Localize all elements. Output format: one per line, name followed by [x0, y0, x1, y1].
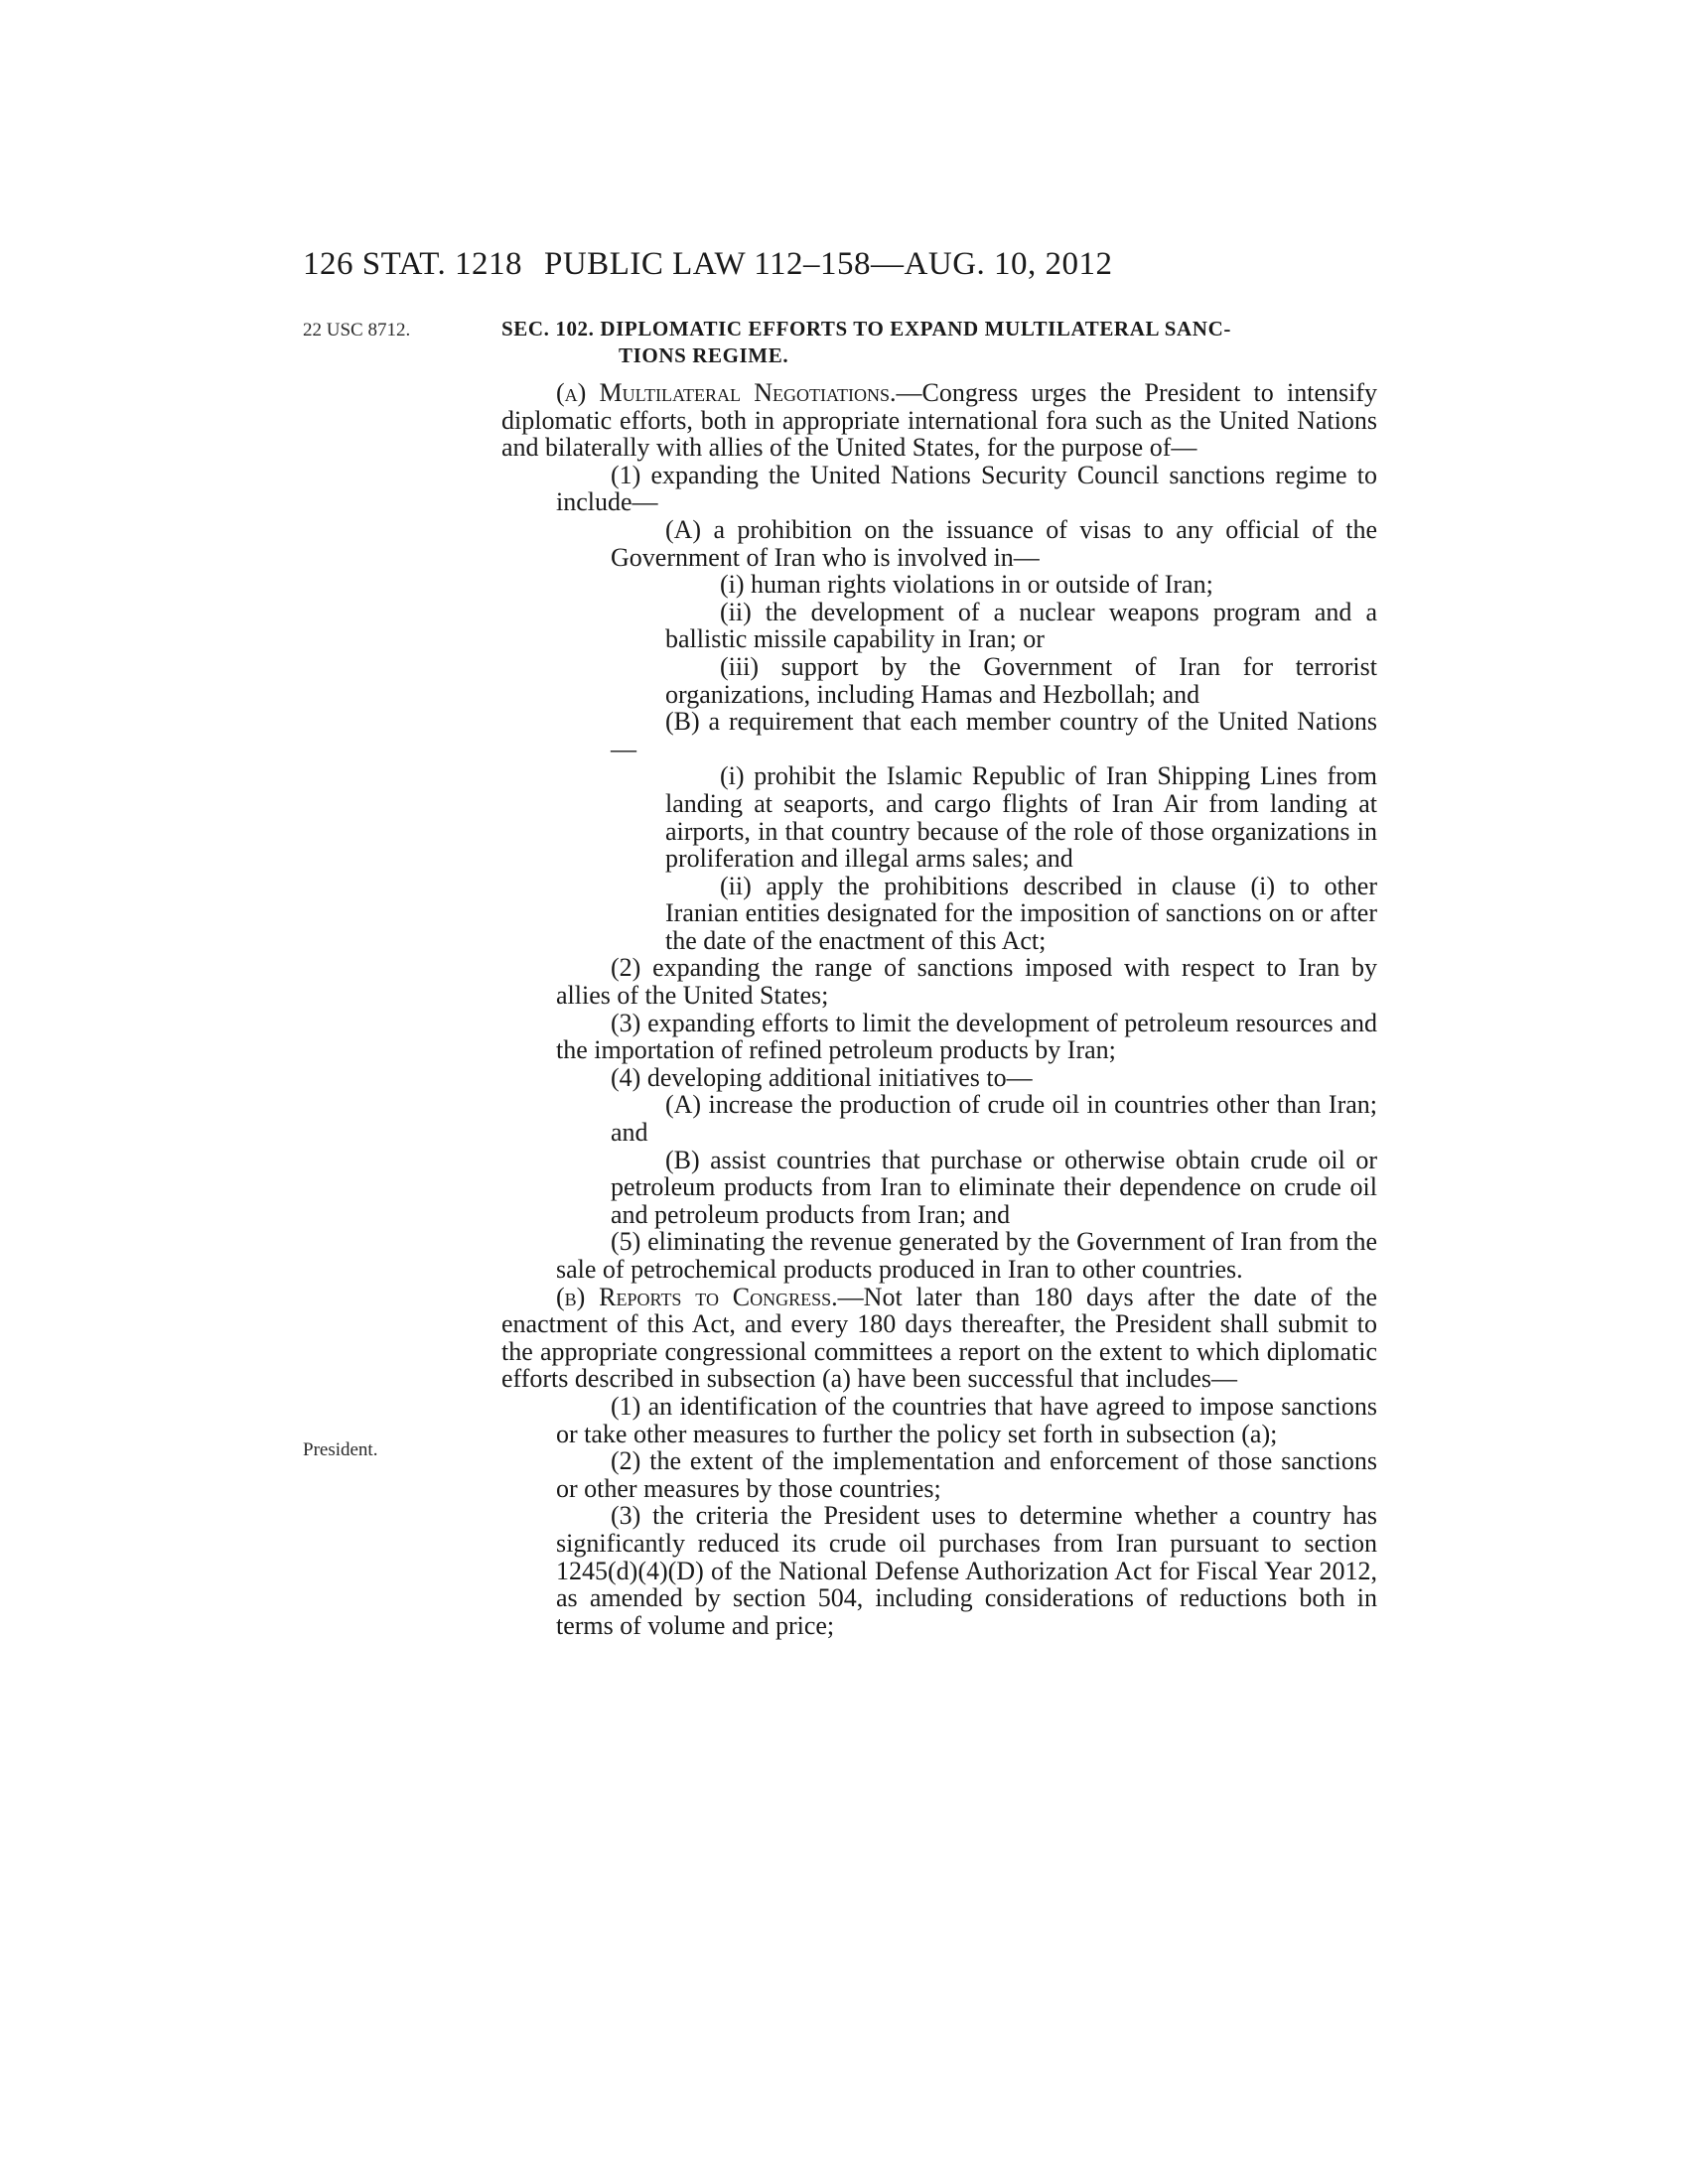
margin-note-president: President.: [303, 1439, 378, 1460]
subsection-a-text: —Congress urges the President to intensify diplomatic efforts, both in appropriate international fora such as the United Nations and bilaterally with allies of the United States, for the purpose of—: [501, 378, 1377, 463]
section-body: [501, 316, 1377, 1639]
subsection-a-1-A: (A) a prohibition on the issuance of visas to any official of the Government of Iran who is involved in—: [611, 514, 1377, 572]
subsection-a-1-A-ii: (ii) the development of a nuclear weapons program and a ballistic missile capability in Iran; or: [665, 597, 1377, 654]
subsection-b-paragraph-3: (3) the criteria the President uses to determine whether a country has significantly reduced its crude oil purchases from Iran pursuant to section 1245(d)(4)(D) of the National Defense Authorization Act for Fiscal Year 2012, as amended by section 504, including considerations of reductions both in terms of volume and price;: [556, 1501, 1377, 1640]
subsection-a-1-B-i: (i) prohibit the Islamic Republic of Iran Shipping Lines from landing at seaports, and cargo flights of Iran Air from landing at airports, in that country because of the role of those organizations in proliferation and illegal arms sales; and: [665, 761, 1377, 874]
subsection-b-text: —Not later than 180 days after the date of the enactment of this Act, and every 180 days thereafter, the President shall submit to the appropriate congressional committees a report on the extent to which diplomatic efforts described in subsection (a) have been successful that includes—: [501, 1282, 1377, 1394]
subsection-a-1-A-iii: (iii) support by the Government of Iran for terrorist organizations, including Hamas and Hezbollah; and: [665, 651, 1377, 709]
page-header: [303, 246, 1375, 290]
section-heading-line2: TIONS REGIME.: [619, 343, 789, 367]
section-heading-line1: SEC. 102. DIPLOMATIC EFFORTS TO EXPAND MULTILATERAL SANC-: [501, 317, 1231, 341]
subsection-a-1-B: (B) a requirement that each member country of the United Nations—: [611, 707, 1377, 763]
subsection-a-paragraph-3: (3) expanding efforts to limit the development of petroleum resources and the importation of refined petroleum products by Iran;: [556, 1008, 1377, 1065]
section-heading: [501, 316, 1377, 369]
subsection-a-4-A: (A) increase the production of crude oil in countries other than Iran; and: [611, 1090, 1377, 1148]
public-law-title: PUBLIC LAW 112–158—AUG. 10, 2012: [544, 246, 1113, 282]
subsection-b-label: (b) Reports to Congress.: [556, 1282, 838, 1311]
subsection-a-label: (a) Multilateral Negotiations.: [556, 378, 897, 407]
subsection-a-1-A-i: (i) human rights violations in or outside of Iran;: [720, 570, 1213, 600]
subsection-a-paragraph-4: (4) developing additional initiatives to—: [611, 1062, 1033, 1092]
margin-note-usc: 22 USC 8712.: [303, 320, 411, 341]
subsection-a-4-B: (B) assist countries that purchase or otherwise obtain crude oil or petroleum products from Iran to eliminate their dependence on crude oil and petroleum products from Iran; and: [611, 1145, 1377, 1229]
subsection-b-paragraph-2: (2) the extent of the implementation and enforcement of those sanctions or other measures by those countries;: [556, 1446, 1377, 1503]
subsection-a-paragraph-2: (2) expanding the range of sanctions imposed with respect to Iran by allies of the United States;: [556, 953, 1377, 1011]
subsection-a: [501, 379, 1377, 462]
subsection-a-paragraph-5: (5) eliminating the revenue generated by the Government of Iran from the sale of petrochemical products produced in Iran to other countries.: [556, 1227, 1377, 1284]
subsection-a-paragraph-1: (1) expanding the United Nations Security Council sanctions regime to include—: [556, 460, 1377, 517]
statute-page-number: 126 STAT. 1218: [303, 246, 523, 282]
subsection-a-1-B-ii: (ii) apply the prohibitions described in clause (i) to other Iranian entities designated for the imposition of sanctions on or after the date of the enactment of this Act;: [665, 871, 1377, 955]
subsection-b-paragraph-1: (1) an identification of the countries that have agreed to impose sanctions or take other measures to further the policy set forth in subsection (a);: [556, 1391, 1377, 1448]
subsection-b: [501, 1284, 1377, 1393]
